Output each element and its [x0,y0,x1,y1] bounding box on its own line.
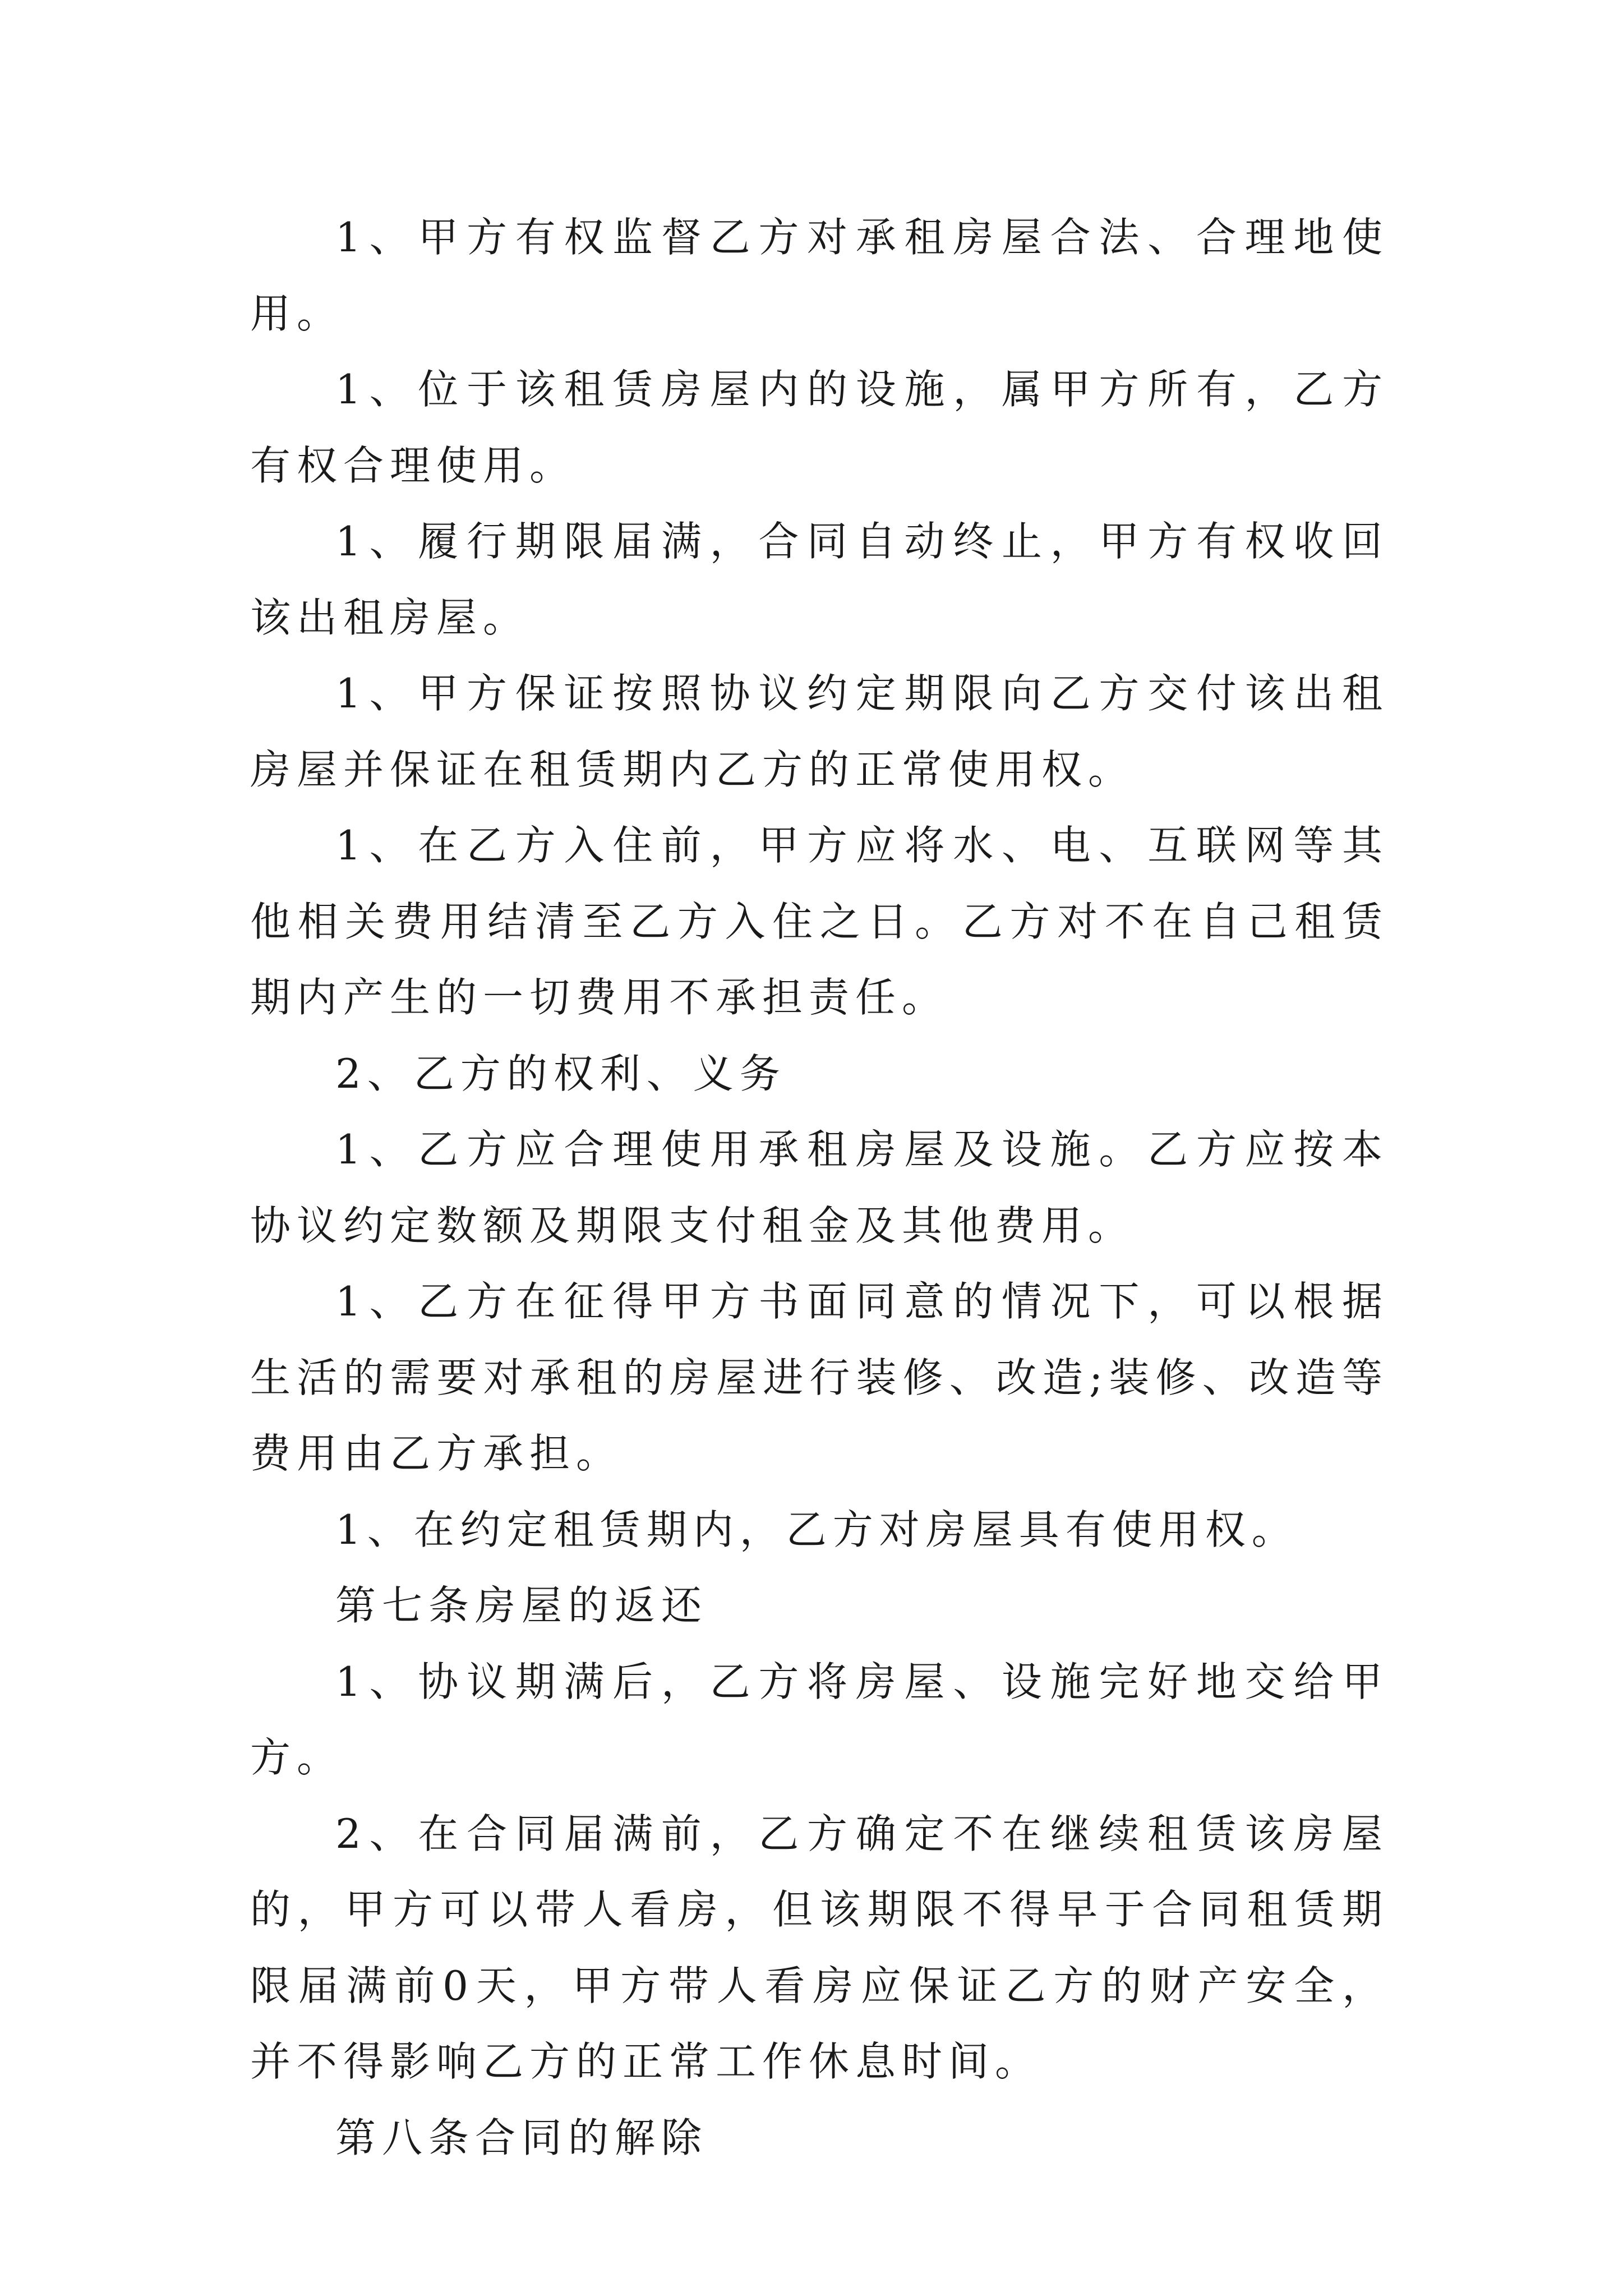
paragraph-delivery-guarantee: 1、甲方保证按照协议约定期限向乙方交付该出租房屋并保证在租赁期内乙方的正常使用权。 [250,670,1389,793]
paragraph-utility-settlement: 1、在乙方入住前，甲方应将水、电、互联网等其他相关费用结清至乙方入住之日。乙方对不在自己租赁期内产生的一切费用不承担责任。 [250,822,1389,1021]
paragraph-house-viewing: 2、在合同届满前，乙方确定不在继续租赁该房屋的，甲方可以带人看房，但该期限不得早于合同租赁期限届满前0天，甲方带人看房应保证乙方的财产安全，并不得影响乙方的正常工作休息时间。 [250,1810,1389,2085]
section-heading-article-8: 第八条合同的解除 [335,2114,708,2161]
document-body [250,200,1389,2176]
paragraph-renovation: 1、乙方在征得甲方书面同意的情况下，可以根据生活的需要对承租的房屋进行装修、改造;装修、改造等费用由乙方承担。 [250,1278,1389,1477]
paragraph-reasonable-use: 1、乙方应合理使用承租房屋及设施。乙方应按本协议约定数额及期限支付租金及其他费用。 [250,1126,1389,1249]
paragraph-return-house: 1、协议期满后，乙方将房屋、设施完好地交给甲方。 [250,1658,1389,1781]
section-heading-article-7: 第七条房屋的返还 [335,1582,708,1629]
paragraph-party-b-rights-heading: 2、乙方的权利、义务 [335,1050,786,1097]
paragraph-term-expiry: 1、履行期限届满，合同自动终止，甲方有权收回该出租房屋。 [250,518,1389,641]
paragraph-supervision-right: 1、甲方有权监督乙方对承租房屋合法、合理地使用。 [250,214,1389,337]
paragraph-facilities-ownership: 1、位于该租赁房屋内的设施，属甲方所有，乙方有权合理使用。 [250,366,1389,489]
paragraph-use-right: 1、在约定租赁期内，乙方对房屋具有使用权。 [335,1506,1298,1553]
